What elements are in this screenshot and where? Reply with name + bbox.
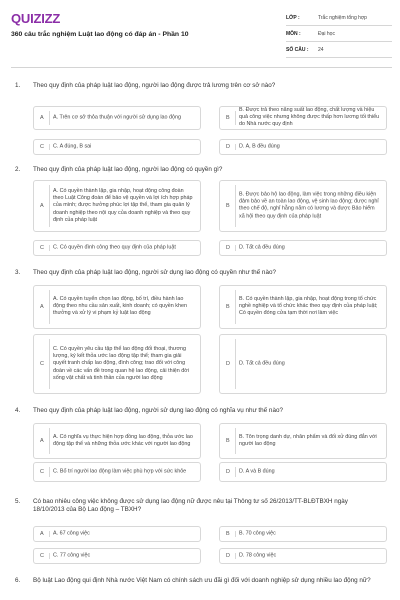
option-text: D. Tất cả đều đúng (239, 244, 285, 251)
option-text: A. Có quyền thành lập, gia nhập, hoạt động công đoàn theo Luật Công đoàn để bảo vệ quyền và lợi ích hợp pháp của mình; được hưởng phúc lợi tập thể, tham gia quản lý doanh nghiệp theo nội quy của doanh nghiệp và theo quy định của pháp luật (53, 187, 193, 223)
option-letter: D (226, 553, 230, 559)
option-separator (235, 144, 236, 150)
option-text: B. Được bảo hộ lao động, làm việc trong những điều kiện đảm bảo về an toàn lao động, vệ sinh lao động; được nghỉ theo chế độ, nghỉ hằng năm có lương và được Bảo hiểm xã hội theo quy định của pháp luật (239, 191, 379, 220)
question-number: 2. (15, 166, 21, 173)
option-text: B. Được trả theo năng suất lao động, chất lượng và hiệu quả công việc nhưng không được thấp hơn lương tối thiểu do Nhà nước quy định (239, 107, 380, 128)
option-text: A. Trên cơ sở thỏa thuận với người sử dụng lao động (53, 114, 182, 121)
answer-option-d[interactable] (219, 240, 387, 256)
option-letter: B (226, 531, 230, 537)
question-text: Theo quy định của pháp luật lao động, người sử dụng lao động có quyền như thế nào? (33, 269, 276, 276)
option-text: A. Có quyền tuyển chọn lao động, bố trí, điều hành lao động theo nhu cầu sản xuất, kinh doanh; có quyền khen thưởng và xử lý vi phạm kỷ luật lao động (53, 296, 187, 317)
option-separator (49, 428, 50, 454)
option-separator (235, 428, 236, 454)
option-letter: B (226, 438, 230, 444)
option-text: D. Tất cả đều đúng (239, 360, 285, 367)
option-separator (235, 339, 236, 389)
option-separator (235, 185, 236, 227)
question-number: 6. (15, 577, 21, 584)
question-number: 3. (15, 269, 21, 276)
option-text: B. Tôn trọng danh dự, nhân phẩm và đối xử đúng đắn với người lao động (239, 433, 377, 447)
answer-option-d[interactable] (219, 462, 387, 482)
meta-value: Đại học (318, 30, 335, 37)
option-text: D. A, B đều đúng (239, 143, 280, 150)
option-separator (235, 111, 236, 125)
question-text: Bộ luật Lao động qui định Nhà nước Việt Nam có chính sách ưu đãi gì đối với doanh nghiệp sử dụng nhiều lao động nữ? (33, 577, 371, 584)
option-text: D. 78 công việc (239, 552, 277, 559)
option-letter: B (226, 115, 230, 121)
option-separator (235, 245, 236, 251)
option-letter: C (40, 469, 44, 475)
answer-option-c[interactable] (33, 334, 201, 394)
answer-option-a[interactable] (33, 180, 201, 232)
question-text: Theo quy định của pháp luật lao động, người sử dụng lao động có nghĩa vụ như thế nào? (33, 407, 283, 414)
option-letter: A (40, 438, 44, 444)
answer-option-c[interactable] (33, 548, 201, 564)
page-title: 360 câu trắc nghiệm Luật lao động có đáp án - Phần 10 (11, 31, 189, 38)
option-separator (49, 111, 50, 125)
answer-option-a[interactable] (33, 526, 201, 542)
option-separator (49, 339, 50, 389)
option-text: B. Có quyền thành lập, gia nhập, hoạt động trong tổ chức nghề nghiệp và tổ chức khác theo quy định của pháp luật; Có quyền đóng cửa tạm thời nơi làm việc (239, 296, 378, 317)
answer-option-b[interactable] (219, 423, 387, 459)
option-separator (49, 531, 50, 537)
answer-option-b[interactable] (219, 106, 387, 130)
option-letter: D (226, 144, 230, 150)
option-separator (235, 467, 236, 477)
option-text: C. Có quyền yêu cầu tập thể lao động đối thoại, thương lượng, ký kết thỏa ước lao động tập thể; tham gia giải quyết tranh chấp lao động, đình công; trao đổi với công đoàn về các vấn đề trong quan hệ lao động, cải thiện đời sống vật chất và tinh thần của người lao động (53, 345, 190, 381)
meta-value: Trắc nghiệm tổng hợp (318, 14, 367, 21)
option-separator (49, 467, 50, 477)
answer-option-a[interactable] (33, 423, 201, 459)
question-number: 5. (15, 498, 21, 505)
meta-label: LỚP : (286, 14, 300, 21)
option-text: C. A đúng, B sai (53, 143, 92, 150)
option-text: D. A và B đúng (239, 468, 275, 475)
option-letter: D (226, 245, 230, 251)
option-letter: D (226, 469, 230, 475)
quizizz-logo: QUIZIZZ (11, 11, 61, 26)
meta-label: MÔN : (286, 30, 301, 37)
answer-option-a[interactable] (33, 106, 201, 130)
question-number: 1. (15, 82, 21, 89)
option-text: C. Bố trí người lao động làm việc phù hợp với sức khỏe (53, 468, 187, 475)
option-separator (235, 553, 236, 559)
option-letter: A (40, 203, 44, 209)
answer-option-b[interactable] (219, 526, 387, 542)
option-letter: B (226, 203, 230, 209)
option-separator (235, 290, 236, 324)
meta-label: SỐ CÂU : (286, 46, 309, 53)
option-letter: A (40, 304, 44, 310)
question-text: Theo quy định của pháp luật lao động, người lao động có quyền gì? (33, 166, 223, 173)
option-letter: A (40, 115, 44, 121)
answer-option-a[interactable] (33, 285, 201, 329)
option-separator (49, 290, 50, 324)
meta-value: 24 (318, 46, 324, 53)
answer-option-b[interactable] (219, 180, 387, 232)
option-letter: A (40, 531, 44, 537)
option-separator (49, 245, 50, 251)
answer-option-d[interactable] (219, 334, 387, 394)
option-letter: C (40, 245, 44, 251)
question-text: Theo quy định của pháp luật lao động, người lao động được trả lương trên cơ sở nào? (33, 82, 276, 89)
question-text: Có bao nhiêu công việc không được sử dụng lao động nữ được nêu tại Thông tư số 26/2013/TT-BLĐTBXH ngày 18/10/2013 của Bộ Lao động – TBXH? (33, 498, 348, 513)
option-separator (235, 531, 236, 537)
option-text: C. Có quyền đình công theo quy định của pháp luật (53, 244, 176, 251)
question-number: 4. (15, 407, 21, 414)
option-text: A. 67 công việc (53, 530, 90, 537)
answer-option-d[interactable] (219, 139, 387, 155)
option-separator (49, 144, 50, 150)
answer-option-b[interactable] (219, 285, 387, 329)
answer-option-c[interactable] (33, 240, 201, 256)
option-text: C. 77 công việc (53, 552, 91, 559)
option-letter: D (226, 361, 230, 367)
answer-option-c[interactable] (33, 139, 201, 155)
option-letter: C (40, 553, 44, 559)
option-text: A. Có nghĩa vụ thực hiện hợp đồng lao động, thỏa ước lao động tập thể và những thỏa ước khác với người lao động (53, 433, 193, 447)
option-separator (49, 185, 50, 227)
answer-option-c[interactable] (33, 462, 201, 482)
option-letter: B (226, 304, 230, 310)
option-letter: C (40, 361, 44, 367)
option-text: B. 70 công việc (239, 530, 276, 537)
option-letter: C (40, 144, 44, 150)
option-separator (49, 553, 50, 559)
answer-option-d[interactable] (219, 548, 387, 564)
